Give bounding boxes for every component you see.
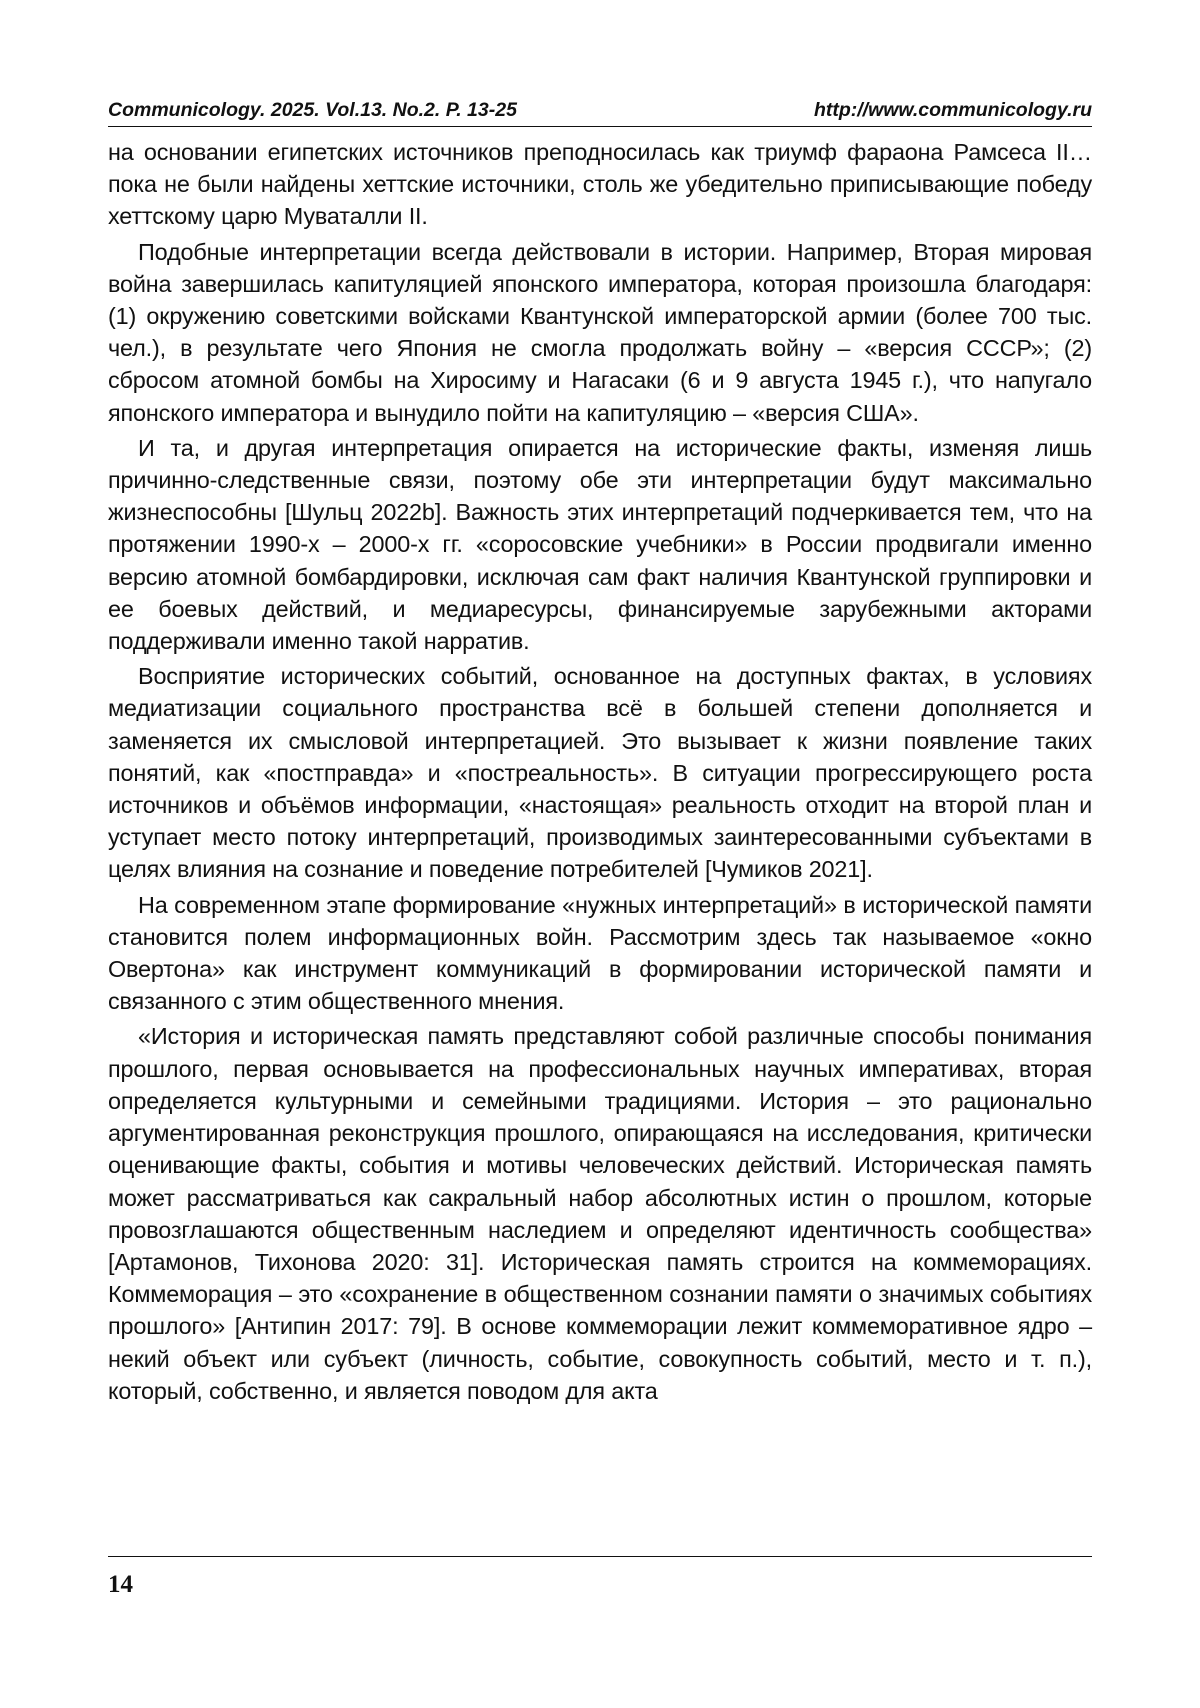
article-body	[108, 136, 1092, 1407]
page-number: 14	[108, 1571, 133, 1598]
paragraph: Восприятие исторических событий, основанное на доступных фактах, в условиях медиатизации социального пространства всё в большей степени дополняется и заменяется их смысловой интерпретацией. Это вызывает к жизни появление таких понятий, как «постправда» и «постреальность». В ситуации прогрессирующего роста источников и объёмов информации, «настоящая» реальность отходит на второй план и уступает место потоку интерпретаций, производимых заинтересованными субъектами в целях влияния на сознание и поведение потребителей [Чумиков 2021].	[108, 663, 1092, 883]
paragraph: И та, и другая интерпретация опирается на исторические факты, изменяя лишь причинно-следственные связи, поэтому обе эти интерпретации будут максимально жизнеспособны [Шульц 2022b]. Важность этих интерпретаций подчеркивается тем, что на протяжении 1990-х – 2000-х гг. «соросовские учебники» в России продвигали именно версию атомной бомбардировки, исключая сам факт наличия Квантунской группировки и ее боевых действий, и медиаресурсы, финансируемые зарубежными акторами поддерживали именно такой нарратив.	[108, 434, 1092, 655]
paragraph: «История и историческая память представляют собой различные способы понимания прошлого, первая основывается на профессиональных научных императивах, вторая определяется культурными и семейными традициями. История – это рационально аргументированная реконструкция прошлого, опирающаяся на исследования, критически оценивающие факты, события и мотивы человеческих действий. Историческая память может рассматриваться как сакральный набор абсолютных истин о прошлом, которые провозглашаются общественным наследием и определяют идентичность сообщества» [Артамонов, Тихонова 2020: 31]. Историческая память строится на коммеморациях. Коммеморация – это «сохранение в общественном сознании памяти о значимых событиях прошлого» [Антипин 2017: 79]. В основе коммеморации лежит коммеморативное ядро – некий объект или субъект (личность, событие, совокупность событий, место и т. п.), который, собственно, и является поводом для акта	[108, 1023, 1092, 1404]
paragraph-continuation: на основании египетских источников преподносилась как триумф фараона Рамсеса II… пока не были найдены хеттские источники, столь же убедительно приписывающие победу хеттскому царю Муваталли II.	[108, 139, 1092, 230]
journal-page	[108, 98, 1092, 1410]
footer-divider	[108, 1556, 1092, 1557]
journal-website: http://www.communicology.ru	[813, 99, 1092, 121]
running-header	[108, 98, 1092, 127]
paragraph: Подобные интерпретации всегда действовали в истории. Например, Вторая мировая война завершилась капитуляцией японского императора, которая произошла благодаря: (1) окружению советскими войсками Квантунской императорской армии (более 700 тыс. чел.), в результате чего Япония не смогла продолжать войну – «версия СССР»; (2) сбросом атомной бомбы на Хиросиму и Нагасаки (6 и 9 августа 1945 г.), что напугало японского императора и вынудило пойти на капитуляцию – «версия США».	[108, 238, 1092, 426]
paragraph: На современном этапе формирование «нужных интерпретаций» в исторической памяти становится полем информационных войн. Рассмотрим здесь так называемое «окно Овертона» как инструмент коммуникаций в формировании исторической памяти и связанного с этим общественного мнения.	[108, 891, 1092, 1015]
journal-citation: Communicology. 2025. Vol.13. No.2. P. 13-25	[108, 99, 517, 121]
